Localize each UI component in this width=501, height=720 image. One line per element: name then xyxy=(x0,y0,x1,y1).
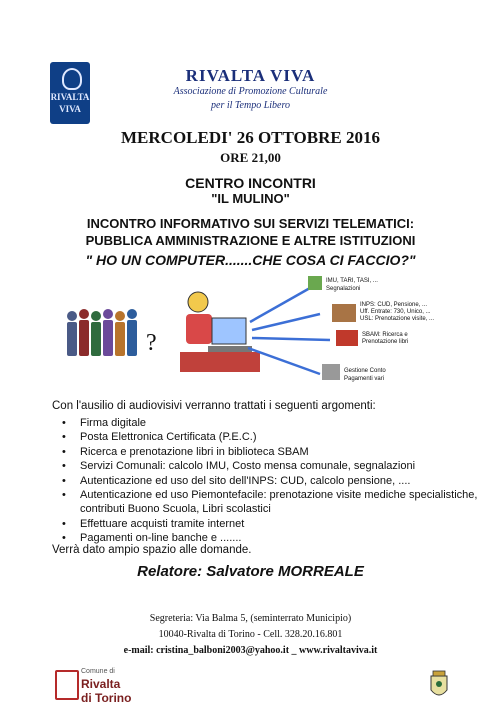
org-name: RIVALTA VIVA xyxy=(185,66,316,85)
event-quote: " HO UN COMPUTER.......CHE COSA CI FACCIO?" xyxy=(85,252,416,268)
label-sbam-1: SBAM: Ricerca e xyxy=(362,332,408,338)
list-item: • Posta Elettronica Certificata (P.E.C.) xyxy=(62,430,482,444)
comune-logo xyxy=(55,668,185,708)
org-tagline-1: Associazione di Promozione Culturale xyxy=(173,86,328,97)
list-item: • Autenticazione ed uso Piemontefacile: prenotazione visite mediche specialistiche, contributi Buono Scuola, Libri scolastici xyxy=(62,488,482,517)
logo-text-line1: RIVALTA xyxy=(50,92,90,102)
topics-list xyxy=(62,416,482,546)
label-inps: INPS: CUD, Pensione, ... xyxy=(360,302,428,308)
footer-contacts: e-mail: cristina_balboni2003@yahoo.it _ www.rivaltaviva.it xyxy=(123,645,378,656)
org-tagline-2: per il Tempo Libero xyxy=(211,100,290,111)
venue-name-line2: "IL MULINO" xyxy=(211,191,290,206)
topics-intro: Con l'ausilio di audiovisivi verranno trattati i seguenti argomenti: xyxy=(52,400,376,412)
label-usl: USL: Prenotazione visite, ... xyxy=(360,316,435,322)
event-date: MERCOLEDI' 26 OTTOBRE 2016 xyxy=(121,128,380,147)
computer-user-icon xyxy=(180,292,260,372)
label-imu: IMU, TARI, TASI, ... xyxy=(326,278,378,284)
list-item: • Effettuare acquisti tramite internet xyxy=(62,517,482,531)
speaker: Relatore: Salvatore MORREALE xyxy=(137,563,364,580)
list-item: • Autenticazione ed uso del sito dell'INPS: CUD, calcolo pensione, .... xyxy=(62,474,482,488)
list-item: • Ricerca e prenotazione libri in biblioteca SBAM xyxy=(62,445,482,459)
crest-icon xyxy=(428,670,450,702)
closing-note: Verrà dato ampio spazio alle domande. xyxy=(52,544,252,556)
list-item: • Servizi Comunali: calcolo IMU, Costo mensa comunale, segnalazioni xyxy=(62,459,482,473)
list-item: • Pagamenti on-line banche e ....... xyxy=(62,531,482,545)
question-mark: ? xyxy=(146,330,157,356)
event-heading-line1: INCONTRO INFORMATIVO SUI SERVIZI TELEMATICI: xyxy=(86,216,415,231)
list-item: • Firma digitale xyxy=(62,416,482,430)
label-sbam-2: Prenotazione libri xyxy=(362,339,409,345)
event-heading-line2: PUBBLICA AMMINISTRAZIONE E ALTRE ISTITUZIONI xyxy=(85,233,416,248)
venue-name-line1: CENTRO INCONTRI xyxy=(185,175,316,191)
service-arrows xyxy=(248,288,330,374)
logo-text-line2: VIVA xyxy=(59,104,81,114)
event-time: ORE 21,00 xyxy=(220,150,281,165)
services-illustration xyxy=(60,270,460,395)
comune-name-line1: Rivalta xyxy=(81,677,121,691)
footer-address: 10040-Rivalta di Torino - Cell. 328.20.16.801 xyxy=(158,629,343,640)
footer-secretariat: Segreteria: Via Balma 5, (seminterrato Municipio) xyxy=(149,613,352,624)
label-pagamenti: Pagamenti vari xyxy=(344,376,385,382)
label-segnalazioni: Segnalazioni xyxy=(326,286,361,292)
comune-name-line2: di Torino xyxy=(81,691,132,705)
label-entrate: Uff. Entrate: 730, Unico, ... xyxy=(360,309,431,315)
comune-emblem-icon xyxy=(55,670,79,700)
people-group-icon xyxy=(67,309,137,356)
comune-caption: Comune di xyxy=(81,668,115,675)
label-conto: Gestione Conto xyxy=(344,368,386,374)
